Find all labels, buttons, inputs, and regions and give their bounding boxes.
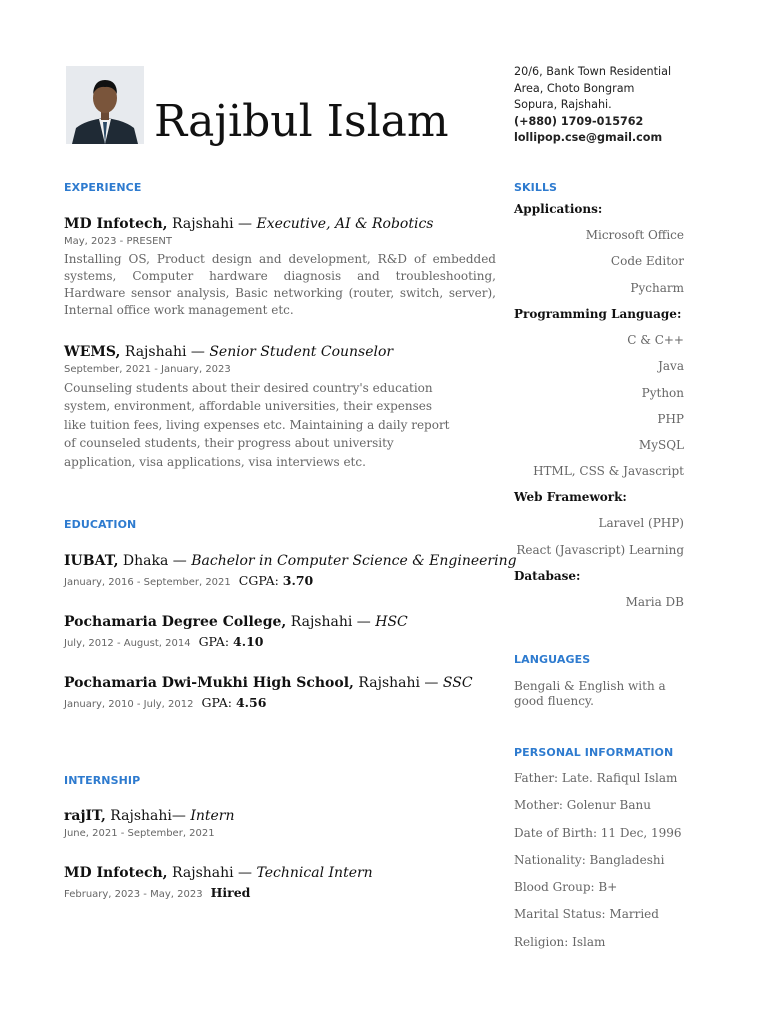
personal-info-item: Mother: Golenur Banu [514, 798, 651, 812]
personal-info-item: Religion: Islam [514, 935, 606, 949]
entry-role: SSC [442, 675, 473, 691]
address-line: Area, Choto Bongram [514, 81, 635, 95]
entry-date [64, 573, 496, 588]
skills-heading: SKILLS [514, 181, 558, 194]
entry-org: MD Infotech, [64, 216, 168, 232]
skill-item: C & C++ [627, 333, 684, 347]
entry-org: Pochamaria Degree College, [64, 614, 287, 630]
date-range: February, 2023 - May, 2023 [64, 889, 203, 900]
entry-role: Technical Intern [256, 865, 373, 881]
skill-item: Java [658, 359, 684, 373]
entry-description: Counseling students about their desired country's education system, environment, affordable universities, their expenses like tuition fees, living expenses etc. Maintaining a daily report of counseled students, their progress about university application, visa applications, visa interviews etc. [64, 381, 450, 469]
entry-role: Bachelor in Computer Science & Engineering [191, 553, 517, 569]
personal-info-item: Nationality: Bangladeshi [514, 853, 665, 867]
entry-org: rajIT, [64, 808, 106, 824]
entry-location: Rajshahi — [167, 216, 257, 232]
gpa-value: 3.70 [282, 573, 314, 588]
gpa-value: 4.56 [235, 695, 267, 710]
phone-number: (+880) 1709-015762 [514, 114, 644, 128]
address-line: Sopura, Rajshahi. [514, 98, 612, 111]
skill-category-applications: Applications: [514, 202, 603, 216]
gpa [239, 573, 313, 588]
skill-category-programming: Programming Language: [514, 307, 682, 321]
languages-text: Bengali & English with a good fluency. [514, 679, 666, 708]
entry-date [64, 695, 496, 710]
entry-org: WEMS, [64, 344, 121, 360]
education-heading: EDUCATION [64, 518, 137, 531]
entry-location: Rajshahi— [105, 808, 191, 824]
entry-role: HSC [375, 614, 408, 630]
entry-title [64, 675, 496, 691]
gpa-label: GPA: [201, 695, 236, 710]
entry-org: MD Infotech, [64, 865, 168, 881]
entry-role: Intern [190, 808, 235, 824]
entry-location: Dhaka — [118, 553, 192, 569]
skill-item: PHP [657, 412, 684, 426]
email-address[interactable]: lollipop.cse@gmail.com [514, 131, 663, 144]
entry-title [64, 553, 517, 569]
entry-location: Rajshahi — [167, 865, 257, 881]
personal-info-item: Marital Status: Married [514, 907, 659, 921]
personal-info-item: Blood Group: B+ [514, 880, 618, 894]
skill-item: Microsoft Office [585, 228, 684, 242]
entry-location: Rajshahi — [120, 344, 210, 360]
skill-item: Python [641, 386, 684, 400]
skill-item: HTML, CSS & Javascript [533, 464, 684, 478]
gpa [199, 634, 264, 649]
education-entry [64, 614, 496, 649]
hired-note: Hired [210, 885, 251, 900]
skill-item: Laravel (PHP) [598, 516, 684, 530]
skill-item: Code Editor [610, 254, 684, 268]
skill-item: Maria DB [625, 595, 684, 609]
personal-info-heading: PERSONAL INFORMATION [514, 746, 674, 759]
entry-location: Rajshahi — [286, 614, 376, 630]
skill-item: MySQL [638, 438, 684, 452]
experience-heading: EXPERIENCE [64, 181, 142, 194]
entry-role: Executive, AI & Robotics [256, 216, 434, 232]
entry-title [64, 216, 496, 232]
internship-entry [64, 865, 496, 900]
experience-entry [64, 344, 496, 471]
entry-date: September, 2021 - January, 2023 [64, 364, 231, 375]
experience-entry [64, 216, 496, 319]
internship-heading: INTERNSHIP [64, 774, 141, 787]
contact-info [514, 64, 714, 147]
entry-date: June, 2021 - September, 2021 [64, 828, 215, 839]
gpa-value: 4.10 [233, 634, 264, 649]
skill-item: React (Javascript) Learning [516, 543, 684, 557]
skill-item: Pycharm [630, 281, 684, 295]
entry-title [64, 808, 496, 824]
date-range: January, 2010 - July, 2012 [64, 699, 194, 710]
entry-title [64, 865, 496, 881]
address-line: 20/6, Bank Town Residential [514, 65, 672, 78]
date-range: July, 2012 - August, 2014 [64, 638, 191, 649]
internship-entry [64, 808, 496, 839]
entry-date [64, 634, 496, 649]
entry-title [64, 344, 496, 360]
entry-org: Pochamaria Dwi-Mukhi High School, [64, 675, 354, 691]
personal-info-item: Father: Late. Rafiqul Islam [514, 771, 678, 785]
date-range: January, 2016 - September, 2021 [64, 577, 231, 588]
entry-date: May, 2023 - PRESENT [64, 236, 172, 247]
gpa-label: CGPA: [238, 573, 283, 588]
skill-category-database: Database: [514, 569, 581, 583]
education-entry [64, 553, 517, 588]
profile-photo [66, 66, 144, 144]
entry-role: Senior Student Counselor [209, 344, 394, 360]
candidate-name: Rajibul Islam [154, 96, 449, 147]
entry-title [64, 614, 496, 630]
skill-category-framework: Web Framework: [514, 490, 627, 504]
gpa-label: GPA: [198, 634, 234, 649]
entry-description: Installing OS, Product design and development, R&D of embedded systems, Computer hardware diagnosis and troubleshooting, Hardware sensor analysis, Basic networking (router, switch, server), Internal office work management etc. [64, 252, 496, 317]
entry-location: Rajshahi — [353, 675, 443, 691]
education-entry [64, 675, 496, 710]
gpa [201, 695, 266, 710]
languages-heading: LANGUAGES [514, 653, 591, 666]
personal-info-item: Date of Birth: 11 Dec, 1996 [514, 826, 682, 840]
entry-org: IUBAT, [64, 553, 119, 569]
entry-date [64, 885, 496, 900]
